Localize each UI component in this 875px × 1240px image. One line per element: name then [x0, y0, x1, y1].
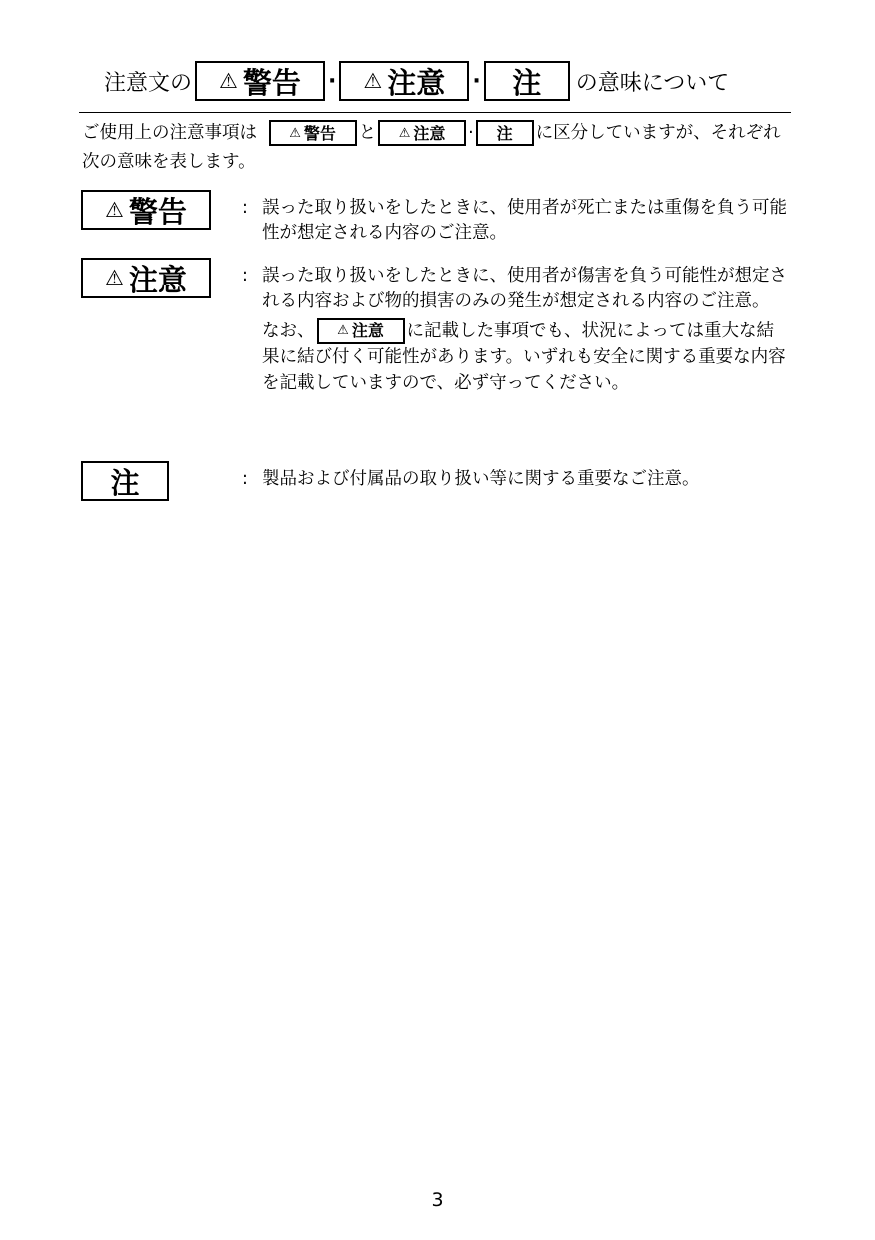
warning-triangle-icon: ⚠ [105, 266, 124, 290]
intro-paragraph [82, 119, 792, 177]
title-suffix: の意味について [575, 70, 730, 96]
caution-description [262, 264, 788, 396]
title-caution-label: 注意 [387, 65, 446, 100]
intro-text-start: ご使用上の注意事項は [82, 123, 257, 143]
warning-triangle-icon: ⚠ [289, 125, 301, 141]
caution-label: 注意 [128, 262, 187, 297]
warning-triangle-icon: ⚠ [398, 125, 411, 141]
intro-warning-label: 警告 [303, 123, 336, 143]
warning-label-box [81, 190, 211, 230]
warning-triangle-icon: ⚠ [337, 323, 349, 338]
warning-text: 誤った取り扱いをしたときに、使用者が死亡または重傷を負う可能性が想定される内容のご注意。 [262, 198, 787, 243]
title-separator: · [472, 68, 481, 94]
warning-colon: : [242, 198, 248, 218]
note-description [262, 467, 788, 492]
intro-note-box [476, 120, 534, 146]
caution-text: 誤った取り扱いをしたときに、使用者が傷害を負う可能性が想定される内容および物的損害のみの発生が想定される内容のご注意。 [262, 266, 787, 311]
warning-description [262, 196, 788, 245]
title-warning-label: 警告 [242, 65, 301, 100]
warning-triangle-icon: ⚠ [363, 69, 383, 93]
intro-caution-box [378, 120, 466, 146]
intro-text-end: に区分していますが、それぞれ次の意味を表します。 [82, 123, 781, 172]
caution-inline-label: 注意 [351, 321, 384, 340]
note-label-box [81, 461, 169, 501]
title-warning-box [195, 61, 325, 101]
intro-caution-label: 注意 [413, 123, 446, 143]
note-colon: : [242, 469, 248, 489]
page-number: 3 [431, 1189, 444, 1211]
intro-note-label: 注 [496, 123, 513, 143]
title-caution-box [339, 61, 469, 101]
warning-triangle-icon: ⚠ [105, 198, 124, 222]
caution-extra-prefix: なお、 [262, 321, 315, 341]
caution-colon: : [242, 266, 248, 286]
caution-extra-text: に記載した事項でも、状況によっては重大な結果に結び付く可能性があります。いずれも安全に関する重要な内容を記載していますので、必ず守ってください。 [262, 321, 786, 393]
intro-conjunction: と [358, 123, 377, 143]
caution-label-box [81, 258, 211, 298]
caution-inline-box [317, 318, 405, 344]
title-underline [79, 112, 791, 113]
note-text: 製品および付属品の取り扱い等に関する重要なご注意。 [262, 469, 700, 489]
intro-separator: · [468, 123, 474, 143]
page-title [104, 60, 729, 102]
warning-label: 警告 [128, 194, 187, 229]
note-label: 注 [110, 465, 140, 500]
intro-warning-box [269, 120, 357, 146]
title-note-box [484, 61, 570, 101]
warning-triangle-icon: ⚠ [219, 69, 238, 93]
title-prefix: 注意文の [104, 70, 193, 96]
title-separator: · [328, 68, 337, 94]
caution-extra [262, 318, 788, 396]
title-note-label: 注 [512, 65, 542, 100]
